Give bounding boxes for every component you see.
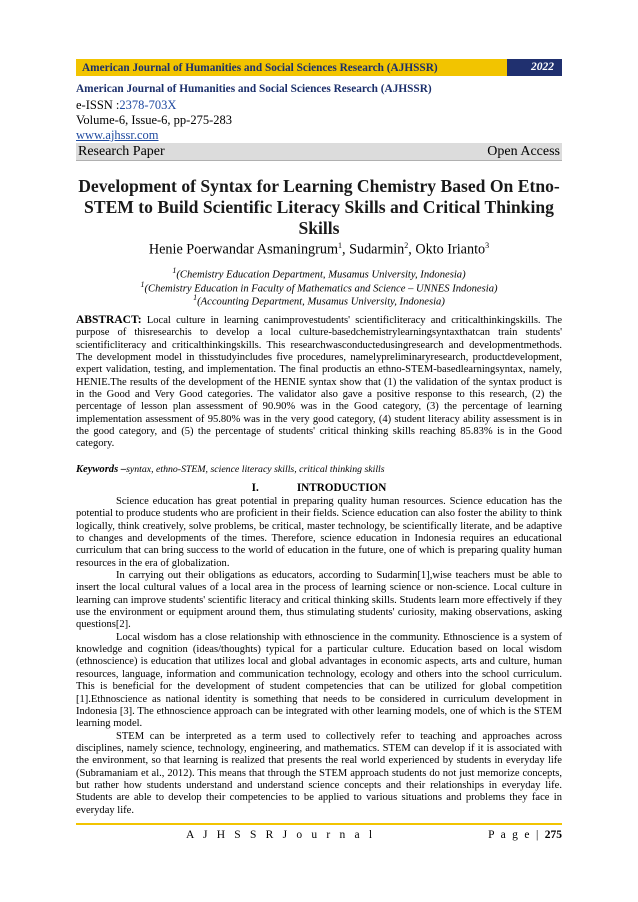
affiliation-text: (Chemistry Education in Faculty of Mathematics and Science – UNNES Indonesia) [144,283,498,295]
author-name: Sudarmin [349,241,405,258]
section-heading [76,482,562,494]
paragraph: In carrying out their obligations as educators, according to Sudarmin[1],wise teachers must be able to insert the local cultural values of a local area in the process of learning science or non-science. Local culture in learning can improve students' scientific literacy and critical thinking skills. Students learn more effectively if they use the environment or equipment around them, thus stimulating students' curiosity, making observations, asking questions[2]. [76,570,562,631]
author-affil-mark: 3 [485,241,490,250]
paragraph: Science education has great potential in preparing quality human resources. Science education has the potential to produce students who are proficient in their fields. Science education can also foster the ability to think logically, think creatively, solve problems, be critical, master technology, be scientifically literate, and be adaptive to changes and developments of the times. Therefore, science education in Indonesia requires an educational curriculum that can bring success to the world of education in the future, one of which is preparing quality human resources in the era of globalization. [76,496,562,569]
masthead-journal-name: American Journal of Humanities and Social Sciences Research (AJHSSR) [76,83,432,95]
affiliation-text: (Chemistry Education Department, Musamus University, Indonesia) [176,269,466,281]
abstract-text: Local culture in learning canimprovestudents' scientificliteracy and criticalthinkingskills. The purpose of thisresearchis to develop a local culture-basedchemistrylearningsyntaxthatcan train students' scientificliteracy and criticalthinkingskills. This researchwasconductedusingresearch and developmentmethods. The development model in thisstudyincludes five procedures, namelypreliminaryresearch, productdevelopment, expert validation, testing, and implementation. The final productis an ethno-STEM-basedlearningsyntax, namely, HENIE.The results of the development of the HENIE syntax show that (1) the validation of the syntax product is in the Good and Very Good categories. The validator also gave a positive response to this research, (2) the percentage of lesson plan assessment of 90.90% was in the Good category, (3) the percentage of learning implementation assessment of 95.80% was in the very good category, (4) student literacy ability assessment is in the good category, and (5) the percentage of students' critical thinking skills reaching 85.83% is in the Good category. [76,315,562,450]
author-list [76,241,562,259]
author-separator: , [342,241,350,258]
paragraph: Local wisdom has a close relationship with ethnoscience in the community. Ethnoscience is a system of knowledge and cognition (ideas/thoughts) typical for a particular culture. Education based on local wisdom (ethnoscience) is education that utilizes local and global advantages in economic aspects, arts and culture, human resources, language, information and communication technology, ecology and others into the school curriculum. This is beneficial for the development of student competencies that can be utilized for global competition [1].Ethnoscience as national identity is something that needs to be considered in curriculum development in Indonesia [3]. The ethnoscience approach can be integrated with other learning models, one of which is the STEM learning model. [76,631,562,730]
eissn-label: e-ISSN : [76,98,120,112]
eissn-number: 2378-703X [119,98,177,112]
header-year: 2022 [507,59,562,76]
author-name: Henie Poerwandar Asmaningrum [148,241,338,258]
footer-journal: A J H S S R J o u r n a l [186,829,376,841]
section-title: INTRODUCTION [296,482,387,494]
access-type: Open Access [487,143,560,159]
abstract-label: ABSTRACT: [76,314,142,326]
section-number: I. [251,482,259,494]
paper-type-bar [76,143,562,161]
affiliation-mark: 1 [193,293,198,302]
journal-header-bar [76,59,562,76]
abstract [76,314,562,451]
keywords-label: Keywords – [76,464,127,475]
footer-page-number: 275 [544,829,562,841]
footer-page-label: P a g e | [488,829,541,841]
author-affil-mark: 2 [404,241,409,250]
website-text[interactable]: www.ajhssr.com [76,128,159,142]
volume-issue: Volume-6, Issue-6, pp-275-283 [76,113,232,127]
paper-title: Development of Syntax for Learning Chemistry Based On Etno-STEM to Build Scientific Literacy Skills and Critical Thinking Skills [78,176,560,238]
keywords-text: syntax, ethno-STEM, science literacy skills, critical thinking skills [126,464,385,475]
paragraph: STEM can be interpreted as a term used to collectively refer to teaching and approaches across disciplines, namely science, technology, engineering, and mathematics. STEM can develop if it is associated with the environment, so that learning is realized that presents the real world experienced by students in everyday life (Subramaniam et al., 2012). This means that through the STEM approach students do not just memorize concepts, but rather how students understand and understand science concepts and their relationships in everyday life. Students are able to develop their competencies to be applied to various situations and problems they face in everyday life. [76,730,562,816]
keywords [76,464,562,476]
author-name: Okto Irianto [415,241,486,258]
footer-divider [76,823,562,825]
affiliation-mark: 1 [172,266,177,275]
author-separator: , [408,241,416,258]
affiliation-text: (Accounting Department, Musamus University, Indonesia) [197,296,445,308]
author-affil-mark: 1 [338,241,342,250]
footer-page [488,829,562,841]
journal-website-link[interactable] [76,128,159,143]
header-journal-title: American Journal of Humanities and Social Sciences Research (AJHSSR) [82,61,438,74]
introduction-body [76,496,562,817]
paper-type: Research Paper [78,143,165,159]
affiliation [76,291,562,309]
affiliation-mark: 1 [140,280,145,289]
eissn-line [76,98,176,113]
